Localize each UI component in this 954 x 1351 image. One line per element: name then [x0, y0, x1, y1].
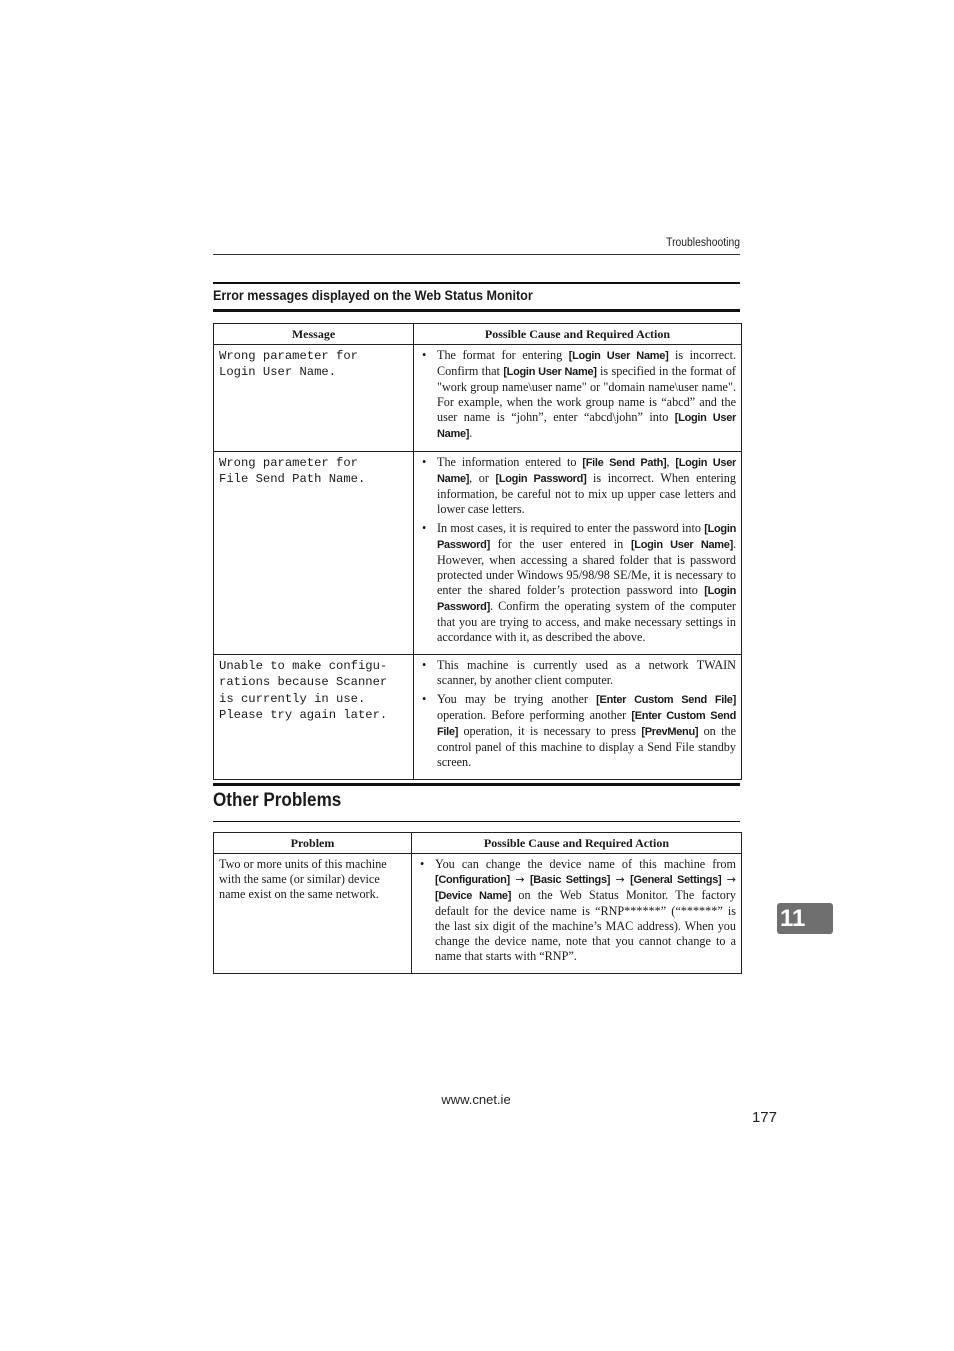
cause-list	[417, 857, 736, 964]
table-row	[214, 854, 742, 974]
ui-key-label: [Login User Name]	[437, 457, 736, 485]
header-rule	[213, 254, 740, 255]
ui-key-label: [Login Password]	[437, 585, 736, 613]
ui-key-label: [Login User Name]	[503, 366, 597, 378]
error-messages-table	[213, 323, 742, 780]
arrow-right-icon: →	[509, 873, 530, 886]
arrow-right-icon: →	[610, 873, 631, 886]
page-number: 177	[751, 1109, 777, 1126]
column-header-problem: Problem	[214, 833, 412, 854]
cause-list	[419, 658, 736, 770]
arrow-right-icon: →	[721, 873, 736, 886]
table-header-row	[214, 324, 742, 345]
ui-key-label: [Device Name]	[435, 890, 512, 902]
cause-cell	[414, 655, 742, 780]
cause-cell	[414, 345, 742, 452]
ui-key-label: [Login User Name]	[568, 350, 669, 362]
ui-key-label: [Login User Name]	[437, 412, 737, 440]
cause-item: • You can change the device name of this machine from [Configuration] → [Basic Settings] → [General Settings] → [Device Name] on the Web Status Monitor. The factory default for the device name is “RNP******” (“******” is the last six digit of the machine’s MAC address). When you change the device name, note that you cannot change to a name that starts with “RNP”.	[435, 857, 736, 964]
ui-key-label: [File Send Path]	[582, 457, 667, 469]
ui-key-label: [Enter Custom Send File]	[437, 710, 736, 738]
ui-key-label: [Enter Custom Send File]	[596, 694, 736, 706]
other-problems-bottom-rule	[213, 821, 740, 822]
table-row	[214, 655, 742, 780]
cause-item: • The format for entering [Login User Name] is incorrect. Confirm that [Login User Name] is specified in the format of "work group name\user name" or "domain name\user name". For example, when the work group name is “abcd” and the user name is “john”, enter “abcd\john” into [Login User Name].	[437, 348, 736, 442]
cause-item: • You may be trying another [Enter Custom Send File] operation. Before performing another [Enter Custom Send File] operation, it is necessary to press [PrevMenu] on the control panel of this machine to display a Send File standby screen.	[437, 692, 736, 770]
ui-key-label: [PrevMenu]	[641, 726, 699, 738]
cause-list	[419, 455, 736, 645]
ui-key-label: [Configuration]	[435, 874, 510, 886]
table-header-row	[214, 833, 742, 854]
ui-key-label: [Login User Name]	[630, 539, 733, 551]
chapter-tab: 11	[777, 903, 833, 934]
error-message-cell: Wrong parameter for Login User Name.	[214, 345, 414, 452]
cause-cell	[414, 452, 742, 655]
cause-cell	[412, 854, 742, 974]
running-header: Troubleshooting	[666, 237, 740, 249]
problem-cell: Two or more units of this machine with the same (or similar) device name exist on the same network.	[214, 854, 412, 974]
cause-item: • The information entered to [File Send Path], [Login User Name], or [Login Password] is incorrect. When entering information, be careful not to mix up upper case letters and lower case letters.	[437, 455, 736, 517]
other-problems-heading: Other Problems	[213, 790, 342, 811]
cause-item: • In most cases, it is required to enter the password into [Login Password] for the user entered in [Login User Name]. However, when accessing a shared folder that is password protected under Windows 95/98/98 SE/Me, it is necessary to enter the shared folder’s protection password into [Login Password]. Confirm the operating system of the computer that you are trying to access, and make necessary settings in accordance with it, as described the above.	[437, 521, 736, 645]
column-header-message: Message	[214, 324, 414, 345]
section-bottom-rule	[213, 309, 740, 312]
section-title-error-messages: Error messages displayed on the Web Status Monitor	[213, 287, 533, 303]
cause-item: • This machine is currently used as a network TWAIN scanner, by another client computer.	[437, 658, 736, 688]
column-header-cause: Possible Cause and Required Action	[414, 324, 742, 345]
column-header-cause: Possible Cause and Required Action	[412, 833, 742, 854]
ui-key-label: [General Settings]	[630, 874, 722, 886]
table-row	[214, 345, 742, 452]
footer-url: www.cnet.ie	[441, 1092, 511, 1107]
ui-key-label: [Login Password]	[495, 473, 587, 485]
other-problems-table	[213, 832, 742, 974]
error-message-cell: Unable to make configu- rations because Scanner is currently in use. Please try again later.	[214, 655, 414, 780]
other-problems-top-rule	[213, 783, 740, 786]
table-row	[214, 452, 742, 655]
error-message-cell: Wrong parameter for File Send Path Name.	[214, 452, 414, 655]
ui-key-label: [Basic Settings]	[529, 874, 611, 886]
cause-list	[419, 348, 736, 442]
section-top-rule	[213, 282, 740, 284]
ui-key-label: [Login Password]	[437, 523, 736, 551]
